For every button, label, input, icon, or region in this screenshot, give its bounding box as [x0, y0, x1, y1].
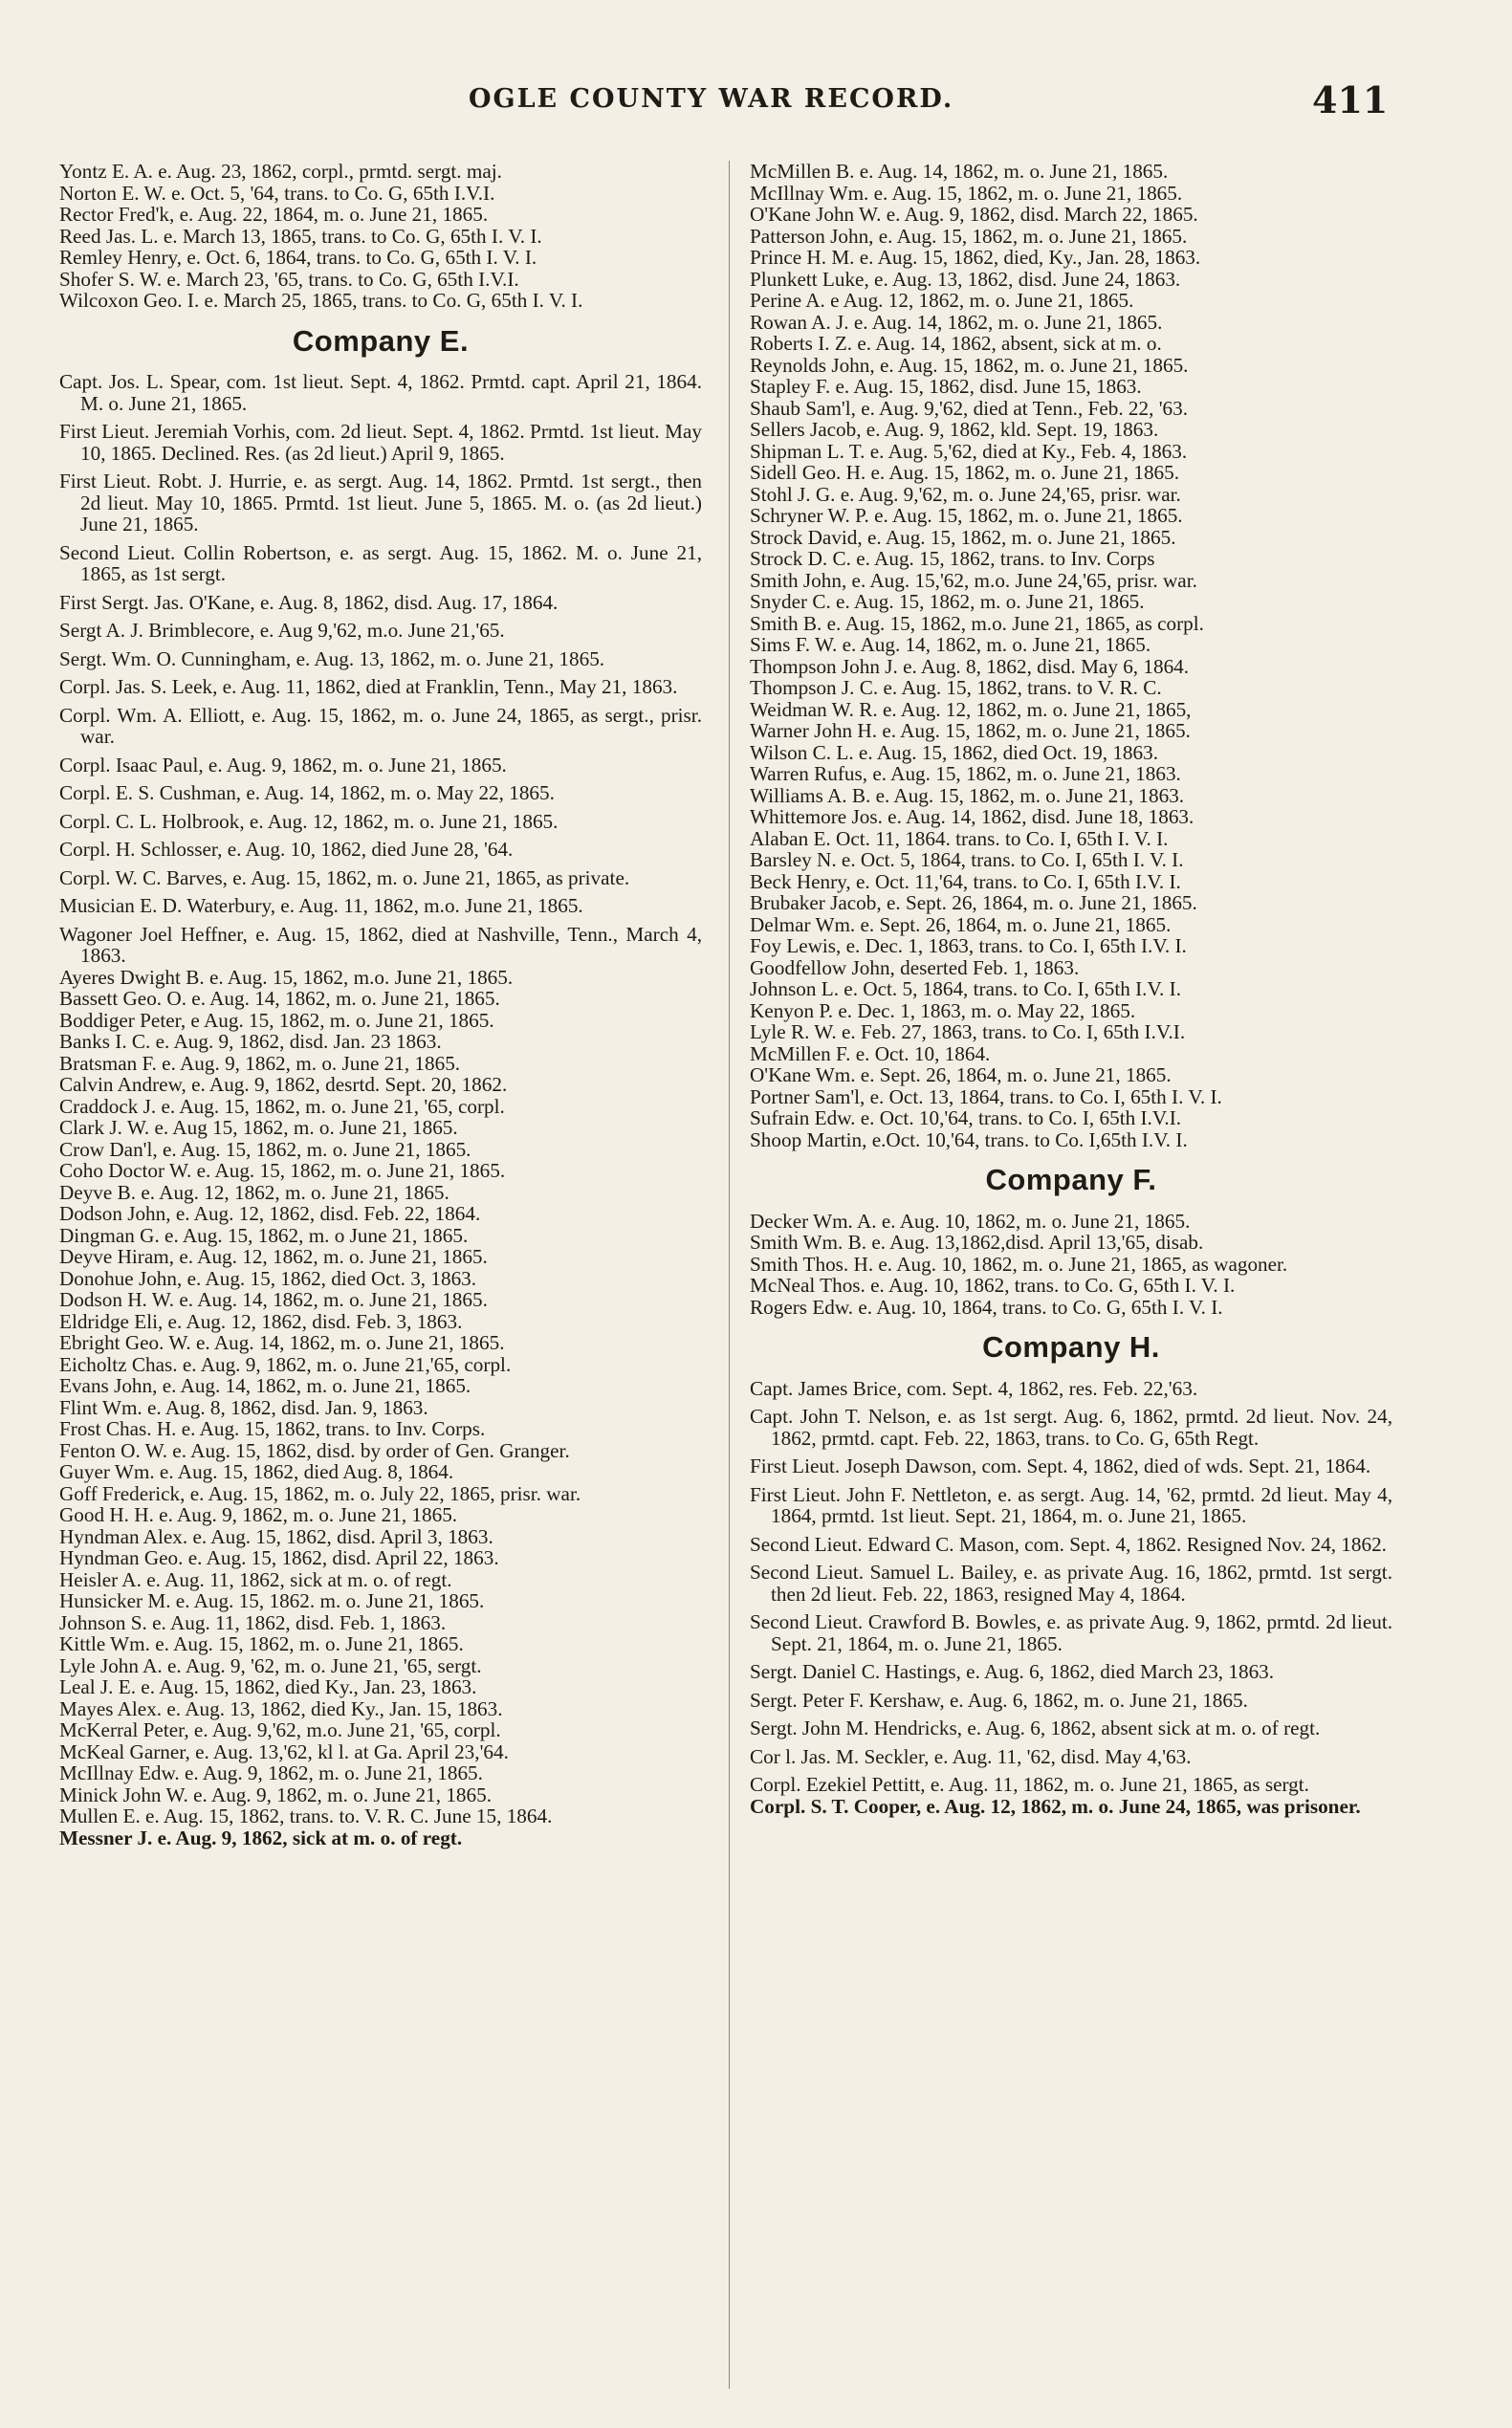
roster-entry: Deyve B. e. Aug. 12, 1862, m. o. June 21, 1865.: [59, 1180, 449, 1204]
officer-entry: Corpl. C. L. Holbrook, e. Aug. 12, 1862, m. o. June 21, 1865.: [59, 809, 559, 833]
roster-entry: Fenton O. W. e. Aug. 15, 1862, disd. by order of Gen. Granger.: [59, 1438, 570, 1462]
roster-entry: Sellers Jacob, e. Aug. 9, 1862, kld. Sept. 19, 1863.: [750, 418, 1159, 441]
roster-entry: Rowan A. J. e. Aug. 14, 1862, m. o. June 21, 1865.: [750, 310, 1163, 334]
roster-entry: Roberts I. Z. e. Aug. 14, 1862, absent, sick at m. o.: [750, 332, 1162, 355]
running-head: [0, 78, 1512, 126]
roster-entry: Crow Dan'l, e. Aug. 15, 1862, m. o. June 21, 1865.: [59, 1137, 471, 1161]
officer-entry: Capt. John T. Nelson, e. as 1st sergt. Aug. 6, 1862, prmtd. 2d lieut. Nov. 24, 1862, prmtd. capt. Feb. 22, 1863, trans. to Co. G, 65th Regt.: [750, 1405, 1392, 1450]
roster-entry: McIllnay Wm. e. Aug. 15, 1862, m. o. June 21, 1865.: [750, 181, 1183, 205]
officer-entry: Sergt. Wm. O. Cunningham, e. Aug. 13, 1862, m. o. June 21, 1865.: [59, 646, 605, 670]
company-heading: Company H.: [982, 1330, 1160, 1364]
officer-entry: Wagoner Joel Heffner, e. Aug. 15, 1862, died at Nashville, Tenn., March 4, 1863.: [59, 922, 702, 967]
officer-entry: First Lieut. Robt. J. Hurrie, e. as sergt. Aug. 14, 1862. Prmtd. 1st sergt., then 2d lieut. May 10, 1865. Prmtd. 1st lieut. June 5, 1865. M. o. (as 2d lieut.) June 21, 1865.: [59, 470, 702, 536]
roster-entry: Portner Sam'l, e. Oct. 13, 1864, trans. to Co. I, 65th I. V. I.: [750, 1084, 1222, 1108]
roster-entry: Good H. H. e. Aug. 9, 1862, m. o. June 21, 1865.: [59, 1503, 458, 1526]
roster-entry: McNeal Thos. e. Aug. 10, 1862, trans. to Co. G, 65th I. V. I.: [750, 1274, 1236, 1297]
roster-entry: Perine A. e Aug. 12, 1862, m. o. June 21, 1865.: [750, 289, 1134, 312]
roster-entry: Smith Thos. H. e. Aug. 10, 1862, m. o. June 21, 1865, as wagoner.: [750, 1252, 1288, 1276]
roster-entry: Lyle John A. e. Aug. 9, '62, m. o. June 21, '65, sergt.: [59, 1653, 482, 1677]
roster-entry: Reynolds John, e. Aug. 15, 1862, m. o. June 21, 1865.: [750, 353, 1189, 377]
roster-entry: Goodfellow John, deserted Feb. 1, 1863.: [750, 955, 1080, 979]
roster-entry: Smith John, e. Aug. 15,'62, m.o. June 24,'65, prisr. war.: [750, 568, 1197, 592]
roster-entry: Johnson S. e. Aug. 11, 1862, disd. Feb. 1, 1863.: [59, 1610, 447, 1634]
roster-entry: Shaub Sam'l, e. Aug. 9,'62, died at Tenn., Feb. 22, '63.: [750, 396, 1189, 420]
roster-entry: Ayeres Dwight B. e. Aug. 15, 1862, m.o. June 21, 1865.: [59, 965, 514, 989]
officer-entry: Sergt. Daniel C. Hastings, e. Aug. 6, 1862, died March 23, 1863.: [750, 1660, 1275, 1683]
roster-entry: O'Kane John W. e. Aug. 9, 1862, disd. March 22, 1865.: [750, 203, 1198, 226]
officer-entry: Sergt A. J. Brimblecore, e. Aug 9,'62, m.o. June 21,'65.: [59, 619, 505, 642]
officer-entry: Sergt. John M. Hendricks, e. Aug. 6, 1862, absent sick at m. o. of regt.: [750, 1717, 1321, 1739]
officer-entry: Capt. James Brice, com. Sept. 4, 1862, res. Feb. 22,'63.: [750, 1376, 1198, 1400]
officer-entry: Corpl. E. S. Cushman, e. Aug. 14, 1862, m. o. May 22, 1865.: [59, 781, 555, 804]
roster-entry: Whittemore Jos. e. Aug. 14, 1862, disd. June 18, 1863.: [750, 805, 1194, 828]
roster-entry: Leal J. E. e. Aug. 15, 1862, died Ky., Jan. 23, 1863.: [59, 1675, 477, 1698]
roster-entry: Guyer Wm. e. Aug. 15, 1862, died Aug. 8, 1864.: [59, 1460, 454, 1483]
officer-entry: Second Lieut. Samuel L. Bailey, e. as private Aug. 16, 1862, prmtd. 1st sergt. then 2d lieut. Feb. 22, 1863, resigned May 4, 1864.: [750, 1561, 1392, 1606]
roster-entry: McMillen F. e. Oct. 10, 1864.: [750, 1041, 991, 1065]
roster-entry: Schryner W. P. e. Aug. 15, 1862, m. o. June 21, 1865.: [750, 504, 1183, 527]
roster-entry: Shipman L. T. e. Aug. 5,'62, died at Ky., Feb. 4, 1863.: [750, 439, 1188, 463]
roster-entry: Hyndman Geo. e. Aug. 15, 1862, disd. April 22, 1863.: [59, 1546, 499, 1569]
roster-entry: Stapley F. e. Aug. 15, 1862, disd. June 15, 1863.: [750, 375, 1142, 398]
roster-entry: Ebright Geo. W. e. Aug. 14, 1862, m. o. June 21, 1865.: [59, 1331, 505, 1354]
roster-entry: McMillen B. e. Aug. 14, 1862, m. o. June 21, 1865.: [750, 160, 1169, 183]
roster-entry: Brubaker Jacob, e. Sept. 26, 1864, m. o. June 21, 1865.: [750, 891, 1197, 914]
column-divider: [729, 161, 730, 2389]
roster-entry: Delmar Wm. e. Sept. 26, 1864, m. o. June 21, 1865.: [750, 912, 1172, 936]
officer-entry: Second Lieut. Edward C. Mason, com. Sept. 4, 1862. Resigned Nov. 24, 1862.: [750, 1532, 1387, 1556]
officer-entry: Corpl. Isaac Paul, e. Aug. 9, 1862, m. o. June 21, 1865.: [59, 753, 507, 777]
roster-entry: Coho Doctor W. e. Aug. 15, 1862, m. o. June 21, 1865.: [59, 1159, 506, 1182]
roster-entry: Sims F. W. e. Aug. 14, 1862, m. o. June 21, 1865.: [750, 633, 1151, 656]
roster-entry: Dingman G. e. Aug. 15, 1862, m. o June 21, 1865.: [59, 1223, 469, 1247]
roster-entry: Shoop Martin, e.Oct. 10,'64, trans. to Co. I,65th I.V. I.: [750, 1127, 1188, 1151]
roster-entry: Warren Rufus, e. Aug. 15, 1862, m. o. June 21, 1863.: [750, 762, 1181, 785]
officer-entry: Musician E. D. Waterbury, e. Aug. 11, 1862, m.o. June 21, 1865.: [59, 894, 583, 917]
roster-entry: O'Kane Wm. e. Sept. 26, 1864, m. o. June 21, 1865.: [750, 1063, 1172, 1086]
roster-entry: Strock David, e. Aug. 15, 1862, m. o. June 21, 1865.: [750, 525, 1176, 549]
roster-entry: Bassett Geo. O. e. Aug. 14, 1862, m. o. June 21, 1865.: [59, 987, 500, 1010]
roster-entry: Norton E. W. e. Oct. 5, '64, trans. to Co. G, 65th I.V.I.: [59, 181, 495, 205]
roster-entry: Weidman W. R. e. Aug. 12, 1862, m. o. June 21, 1865,: [750, 697, 1192, 721]
roster-entry: Deyve Hiram, e. Aug. 12, 1862, m. o. June 21, 1865.: [59, 1245, 488, 1268]
roster-entry: Mullen E. e. Aug. 15, 1862, trans. to. V. R. C. June 15, 1864.: [59, 1805, 553, 1827]
roster-entry: Boddiger Peter, e Aug. 15, 1862, m. o. June 21, 1865.: [59, 1008, 494, 1032]
roster-entry: Rogers Edw. e. Aug. 10, 1864, trans. to Co. G, 65th I. V. I.: [750, 1295, 1223, 1319]
officer-entry: Corpl. Ezekiel Pettitt, e. Aug. 11, 1862, m. o. June 21, 1865, as sergt.: [750, 1773, 1309, 1796]
roster-entry: Frost Chas. H. e. Aug. 15, 1862, trans. to Inv. Corps.: [59, 1417, 486, 1440]
roster-entry: Thompson John J. e. Aug. 8, 1862, disd. May 6, 1864.: [750, 654, 1190, 678]
roster-entry: Kenyon P. e. Dec. 1, 1863, m. o. May 22, 1865.: [750, 998, 1136, 1022]
officer-entry: Second Lieut. Crawford B. Bowles, e. as private Aug. 9, 1862, prmtd. 2d lieut. Sept. 21, 1864, m. o. June 21, 1865.: [750, 1610, 1392, 1655]
roster-entry: Remley Henry, e. Oct. 6, 1864, trans. to Co. G, 65th I. V. I.: [59, 246, 537, 269]
roster-entry: Smith Wm. B. e. Aug. 13,1862,disd. April 13,'65, disab.: [750, 1231, 1204, 1254]
roster-entry: Heisler A. e. Aug. 11, 1862, sick at m. o. of regt.: [59, 1567, 452, 1591]
roster-entry: Eldridge Eli, e. Aug. 12, 1862, disd. Feb. 3, 1863.: [59, 1309, 463, 1333]
roster-entry: Messner J. e. Aug. 9, 1862, sick at m. o. of regt.: [59, 1826, 463, 1849]
roster-entry: Barsley N. e. Oct. 5, 1864, trans. to Co. I, 65th I. V. I.: [750, 848, 1184, 871]
roster-entry: McKeal Garner, e. Aug. 13,'62, kl l. at Ga. April 23,'64.: [59, 1739, 509, 1763]
roster-entry: Smith B. e. Aug. 15, 1862, m.o. June 21, 1865, as corpl.: [750, 611, 1204, 635]
roster-entry: Williams A. B. e. Aug. 15, 1862, m. o. June 21, 1863.: [750, 783, 1185, 807]
roster-entry: Eicholtz Chas. e. Aug. 9, 1862, m. o. June 21,'65, corpl.: [59, 1352, 512, 1376]
roster-entry: Craddock J. e. Aug. 15, 1862, m. o. June 21, '65, corpl.: [59, 1094, 505, 1118]
roster-entry: Minick John W. e. Aug. 9, 1862, m. o. June 21, 1865.: [59, 1783, 493, 1806]
officer-entry: Capt. Jos. L. Spear, com. 1st lieut. Sept. 4, 1862. Prmtd. capt. April 21, 1864. M. o. June 21, 1865.: [59, 370, 702, 415]
right-column: [750, 161, 1392, 1817]
roster-entry: Rector Fred'k, e. Aug. 22, 1864, m. o. June 21, 1865.: [59, 203, 489, 226]
roster-entry: Flint Wm. e. Aug. 8, 1862, disd. Jan. 9, 1863.: [59, 1395, 428, 1419]
roster-entry: Johnson L. e. Oct. 5, 1864, trans. to Co. I, 65th I.V. I.: [750, 977, 1181, 1000]
roster-entry: Hunsicker M. e. Aug. 15, 1862. m. o. June 21, 1865.: [59, 1589, 485, 1612]
roster-entry: Evans John, e. Aug. 14, 1862, m. o. June 21, 1865.: [59, 1374, 471, 1397]
roster-entry: Sufrain Edw. e. Oct. 10,'64, trans. to Co. I, 65th I.V.I.: [750, 1106, 1182, 1129]
officer-entry: Second Lieut. Collin Robertson, e. as sergt. Aug. 15, 1862. M. o. June 21, 1865, as 1st sergt.: [59, 540, 702, 585]
roster-entry: Snyder C. e. Aug. 15, 1862, m. o. June 21, 1865.: [750, 590, 1145, 613]
officer-entry: First Sergt. Jas. O'Kane, e. Aug. 8, 1862, disd. Aug. 17, 1864.: [59, 590, 559, 614]
roster-entry: Mayes Alex. e. Aug. 13, 1862, died Ky., Jan. 15, 1863.: [59, 1696, 503, 1720]
officer-entry: First Lieut. Joseph Dawson, com. Sept. 4, 1862, died of wds. Sept. 21, 1864.: [750, 1455, 1371, 1477]
roster-entry: Beck Henry, e. Oct. 11,'64, trans. to Co. I, 65th I.V. I.: [750, 869, 1181, 893]
left-column: [59, 161, 702, 1848]
officer-entry: Corpl. W. C. Barves, e. Aug. 15, 1862, m. o. June 21, 1865, as private.: [59, 865, 630, 889]
officer-entry: Sergt. Peter F. Kershaw, e. Aug. 6, 1862, m. o. June 21, 1865.: [750, 1688, 1248, 1712]
roster-entry: Banks I. C. e. Aug. 9, 1862, disd. Jan. 23 1863.: [59, 1030, 442, 1053]
running-title: OGLE COUNTY WAR RECORD.: [469, 84, 954, 114]
roster-entry: Wilson C. L. e. Aug. 15, 1862, died Oct. 19, 1863.: [750, 740, 1158, 764]
roster-entry: McIllnay Edw. e. Aug. 9, 1862, m. o. June 21, 1865.: [59, 1761, 483, 1784]
roster-entry: Sidell Geo. H. e. Aug. 15, 1862, m. o. June 21, 1865.: [750, 461, 1180, 484]
roster-entry: Alaban E. Oct. 11, 1864. trans. to Co. I, 65th I. V. I.: [750, 826, 1169, 850]
roster-entry: Donohue John, e. Aug. 15, 1862, died Oct. 3, 1863.: [59, 1266, 477, 1290]
officer-entry: Corpl. H. Schlosser, e. Aug. 10, 1862, died June 28, '64.: [59, 838, 514, 861]
roster-entry: Plunkett Luke, e. Aug. 13, 1862, disd. June 24, 1863.: [750, 267, 1181, 291]
roster-entry: Patterson John, e. Aug. 15, 1862, m. o. June 21, 1865.: [750, 224, 1188, 248]
roster-entry: Shofer S. W. e. March 23, '65, trans. to Co. G, 65th I.V.I.: [59, 267, 519, 291]
roster-entry: Stohl J. G. e. Aug. 9,'62, m. o. June 24,'65, prisr. war.: [750, 482, 1181, 506]
roster-entry: Hyndman Alex. e. Aug. 15, 1862, disd. April 3, 1863.: [59, 1524, 493, 1548]
roster-entry: Yontz E. A. e. Aug. 23, 1862, corpl., prmtd. sergt. maj.: [59, 160, 502, 183]
roster-entry: Kittle Wm. e. Aug. 15, 1862, m. o. June 21, 1865.: [59, 1632, 464, 1655]
page-number: 411: [1312, 78, 1389, 121]
roster-entry: Wilcoxon Geo. I. e. March 25, 1865, trans. to Co. G, 65th I. V. I.: [59, 289, 583, 312]
officer-entry: First Lieut. John F. Nettleton, e. as sergt. Aug. 14, '62, prmtd. 2d lieut. May 4, 1864, prmtd. 1st lieut. Sept. 21, 1864, m. o. June 21, 1865.: [750, 1482, 1392, 1527]
roster-entry: Dodson H. W. e. Aug. 14, 1862, m. o. June 21, 1865.: [59, 1288, 488, 1311]
officer-entry: Cor l. Jas. M. Seckler, e. Aug. 11, '62, disd. May 4,'63.: [750, 1744, 1192, 1768]
roster-entry: Foy Lewis, e. Dec. 1, 1863, trans. to Co. I, 65th I.V. I.: [750, 934, 1187, 957]
company-heading: Company E.: [292, 323, 470, 358]
roster-entry: Strock D. C. e. Aug. 15, 1862, trans. to Inv. Corps: [750, 547, 1155, 570]
roster-entry: Warner John H. e. Aug. 15, 1862, m. o. June 21, 1865.: [750, 719, 1191, 742]
officer-entry: Corpl. Jas. S. Leek, e. Aug. 11, 1862, died at Franklin, Tenn., May 21, 1863.: [59, 675, 678, 698]
roster-entry: Calvin Andrew, e. Aug. 9, 1862, desrtd. Sept. 20, 1862.: [59, 1073, 508, 1096]
roster-entry: Prince H. M. e. Aug. 15, 1862, died, Ky., Jan. 28, 1863.: [750, 246, 1201, 269]
roster-entry: Dodson John, e. Aug. 12, 1862, disd. Feb. 22, 1864.: [59, 1202, 481, 1225]
officer-entry: First Lieut. Jeremiah Vorhis, com. 2d lieut. Sept. 4, 1862. Prmtd. 1st lieut. May 10, 1865. Declined. Res. (as 2d lieut.) April 9, 1865.: [59, 420, 702, 465]
roster-entry: Decker Wm. A. e. Aug. 10, 1862, m. o. June 21, 1865.: [750, 1209, 1191, 1233]
roster-entry: Corpl. S. T. Cooper, e. Aug. 12, 1862, m. o. June 24, 1865, was prisoner.: [750, 1794, 1361, 1818]
roster-entry: Reed Jas. L. e. March 13, 1865, trans. to Co. G, 65th I. V. I.: [59, 224, 542, 248]
roster-entry: McKerral Peter, e. Aug. 9,'62, m.o. June 21, '65, corpl.: [59, 1718, 501, 1741]
company-heading: Company F.: [985, 1163, 1157, 1196]
roster-entry: Bratsman F. e. Aug. 9, 1862, m. o. June 21, 1865.: [59, 1051, 461, 1075]
officer-entry: Corpl. Wm. A. Elliott, e. Aug. 15, 1862, m. o. June 24, 1865, as sergt., prisr. war.: [59, 703, 702, 748]
roster-entry: Lyle R. W. e. Feb. 27, 1863, trans. to Co. I, 65th I.V.I.: [750, 1020, 1186, 1043]
roster-entry: Thompson J. C. e. Aug. 15, 1862, trans. to V. R. C.: [750, 676, 1162, 699]
roster-entry: Clark J. W. e. Aug 15, 1862, m. o. June 21, 1865.: [59, 1116, 458, 1139]
roster-entry: Goff Frederick, e. Aug. 15, 1862, m. o. July 22, 1865, prisr. war.: [59, 1481, 581, 1505]
